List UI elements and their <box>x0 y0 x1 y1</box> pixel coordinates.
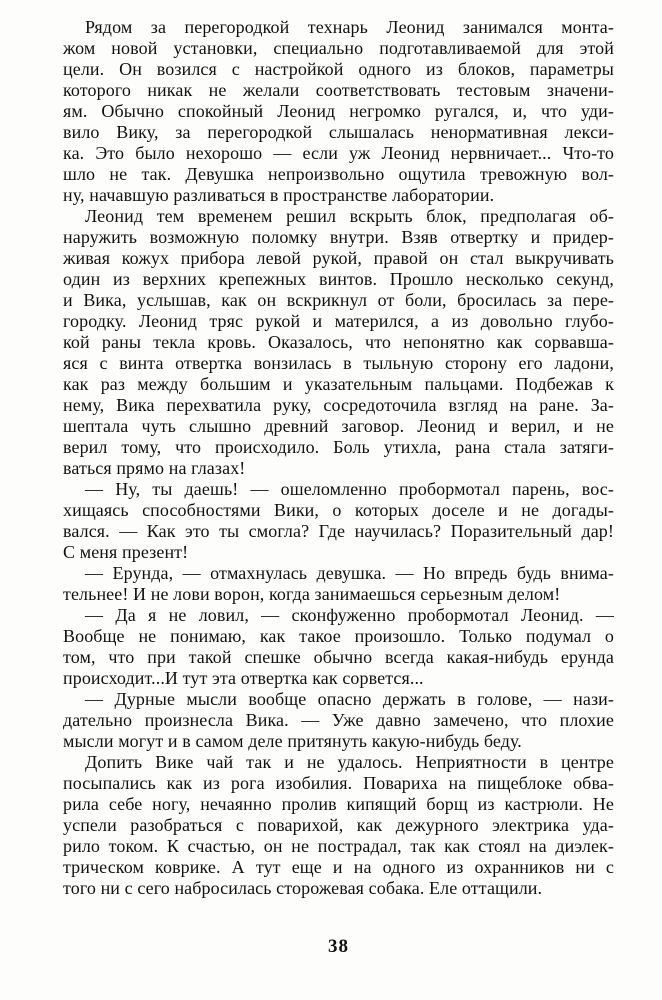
text-line: шло не так. Девушка непроизвольно ощутила тревожную вол- <box>63 164 614 184</box>
paragraph <box>63 206 614 479</box>
text-line: — Дурные мысли вообще опасно держать в голове, — нази- <box>85 689 614 709</box>
text-line: городку. Леонид тряс рукой и матерился, а из довольно глубо- <box>63 311 614 331</box>
text-line: шептала чуть слышно древний заговор. Леонид и верил, и не <box>63 416 614 436</box>
paragraph <box>63 479 614 563</box>
text-line: успели разобраться с поварихой, как дежурного электрика уда- <box>63 815 614 835</box>
text-line: трическом коврике. А тут еще и на одного из охранников ни с <box>63 857 614 877</box>
text-line: верил тому, что происходило. Боль утихла, рана стала затяги- <box>63 437 614 457</box>
text-line: нему, Вика перехватила руку, сосредоточила взгляд на ране. За- <box>63 395 614 415</box>
text-line: Вообще не понимаю, как такое произошло. Только подумал о <box>63 626 614 646</box>
text-line: — Ну, ты даешь! — ошеломленно пробормотал парень, вос- <box>85 479 614 499</box>
text-line: посыпались как из рога изобилия. Повариха на пищеблоке обва- <box>63 773 614 793</box>
text-line: том, что при такой спешке обычно всегда какая-нибудь ерунда <box>63 647 614 667</box>
text-line: — Да я не ловил, — сконфуженно пробормотал Леонид. — <box>85 605 614 625</box>
text-line: С меня презент! <box>63 542 189 562</box>
text-line: цели. Он возился с настройкой одного из блоков, параметры <box>63 59 614 79</box>
text-line: тельнее! И не лови ворон, когда занимаешься серьезным делом! <box>63 584 561 604</box>
text-line: хищаясь способностями Вики, о которых доселе и не догады- <box>63 500 614 520</box>
paragraph <box>63 563 614 605</box>
text-line: наружить возможную поломку внутри. Взяв отвертку и придер- <box>63 227 614 247</box>
paragraph <box>63 17 614 206</box>
paragraph <box>63 752 614 899</box>
text-line: дательно произнесла Вика. — Уже давно замечено, что плохие <box>63 710 614 730</box>
text-line: ну, начавшую разливаться в пространстве лаборатории. <box>63 185 495 205</box>
text-line: яся с винта отвертка вонзилась в тыльную сторону его ладони, <box>63 353 614 373</box>
text-line: Леонид тем временем решил вскрыть блок, предполагая об- <box>85 206 614 226</box>
text-line: мысли могут и в самом деле притянуть какую-нибудь беду. <box>63 731 522 751</box>
text-line: Допить Вике чай так и не удалось. Неприятности в центре <box>85 752 614 772</box>
text-line: ваться прямо на глазах! <box>63 458 246 478</box>
text-line: как раз между большим и указательным пальцами. Подбежав к <box>63 374 614 394</box>
text-line: вило Вику, за перегородкой слышалась ненормативная лекси- <box>63 122 614 142</box>
text-line: кой раны текла кровь. Оказалось, что непонятно как сорвавша- <box>63 332 614 352</box>
text-line: происходит...И тут эта отвертка как сорвется... <box>63 668 424 688</box>
text-line: того ни с сего набросилась сторожевая собака. Еле оттащили. <box>63 878 543 898</box>
text-line: и Вика, услышав, как он вскрикнул от боли, бросилась за пере- <box>63 290 614 310</box>
text-line: живая кожух прибора левой рукой, правой он стал выкручивать <box>63 248 614 268</box>
text-line: вался. — Как это ты смогла? Где научилась? Поразительный дар! <box>63 521 614 541</box>
paragraph <box>63 689 614 752</box>
text-line: один из верхних крепежных винтов. Прошло несколько секунд, <box>63 269 614 289</box>
text-line: ям. Обычно спокойный Леонид негромко ругался, и, что уди- <box>63 101 614 121</box>
page-text <box>63 17 614 899</box>
page-number-label: 38 <box>328 936 349 957</box>
text-line: жом новой установки, специально подготавливаемой для этой <box>63 38 614 58</box>
text-line: — Ерунда, — отмахнулась девушка. — Но впредь будь внима- <box>85 563 614 583</box>
text-line: которого никак не желали соответствовать тестовым значени- <box>63 80 614 100</box>
text-line: рила себе ногу, нечаянно пролив кипящий борщ из кастрюли. Не <box>63 794 614 814</box>
text-line: Рядом за перегородкой технарь Леонид занимался монта- <box>85 17 614 37</box>
paragraph <box>63 605 614 689</box>
text-line: ка. Это было нехорошо — если уж Леонид нервничает... Что-то <box>63 143 614 163</box>
text-line: рило током. К счастью, он не пострадал, так как стоял на диэлек- <box>63 836 614 856</box>
